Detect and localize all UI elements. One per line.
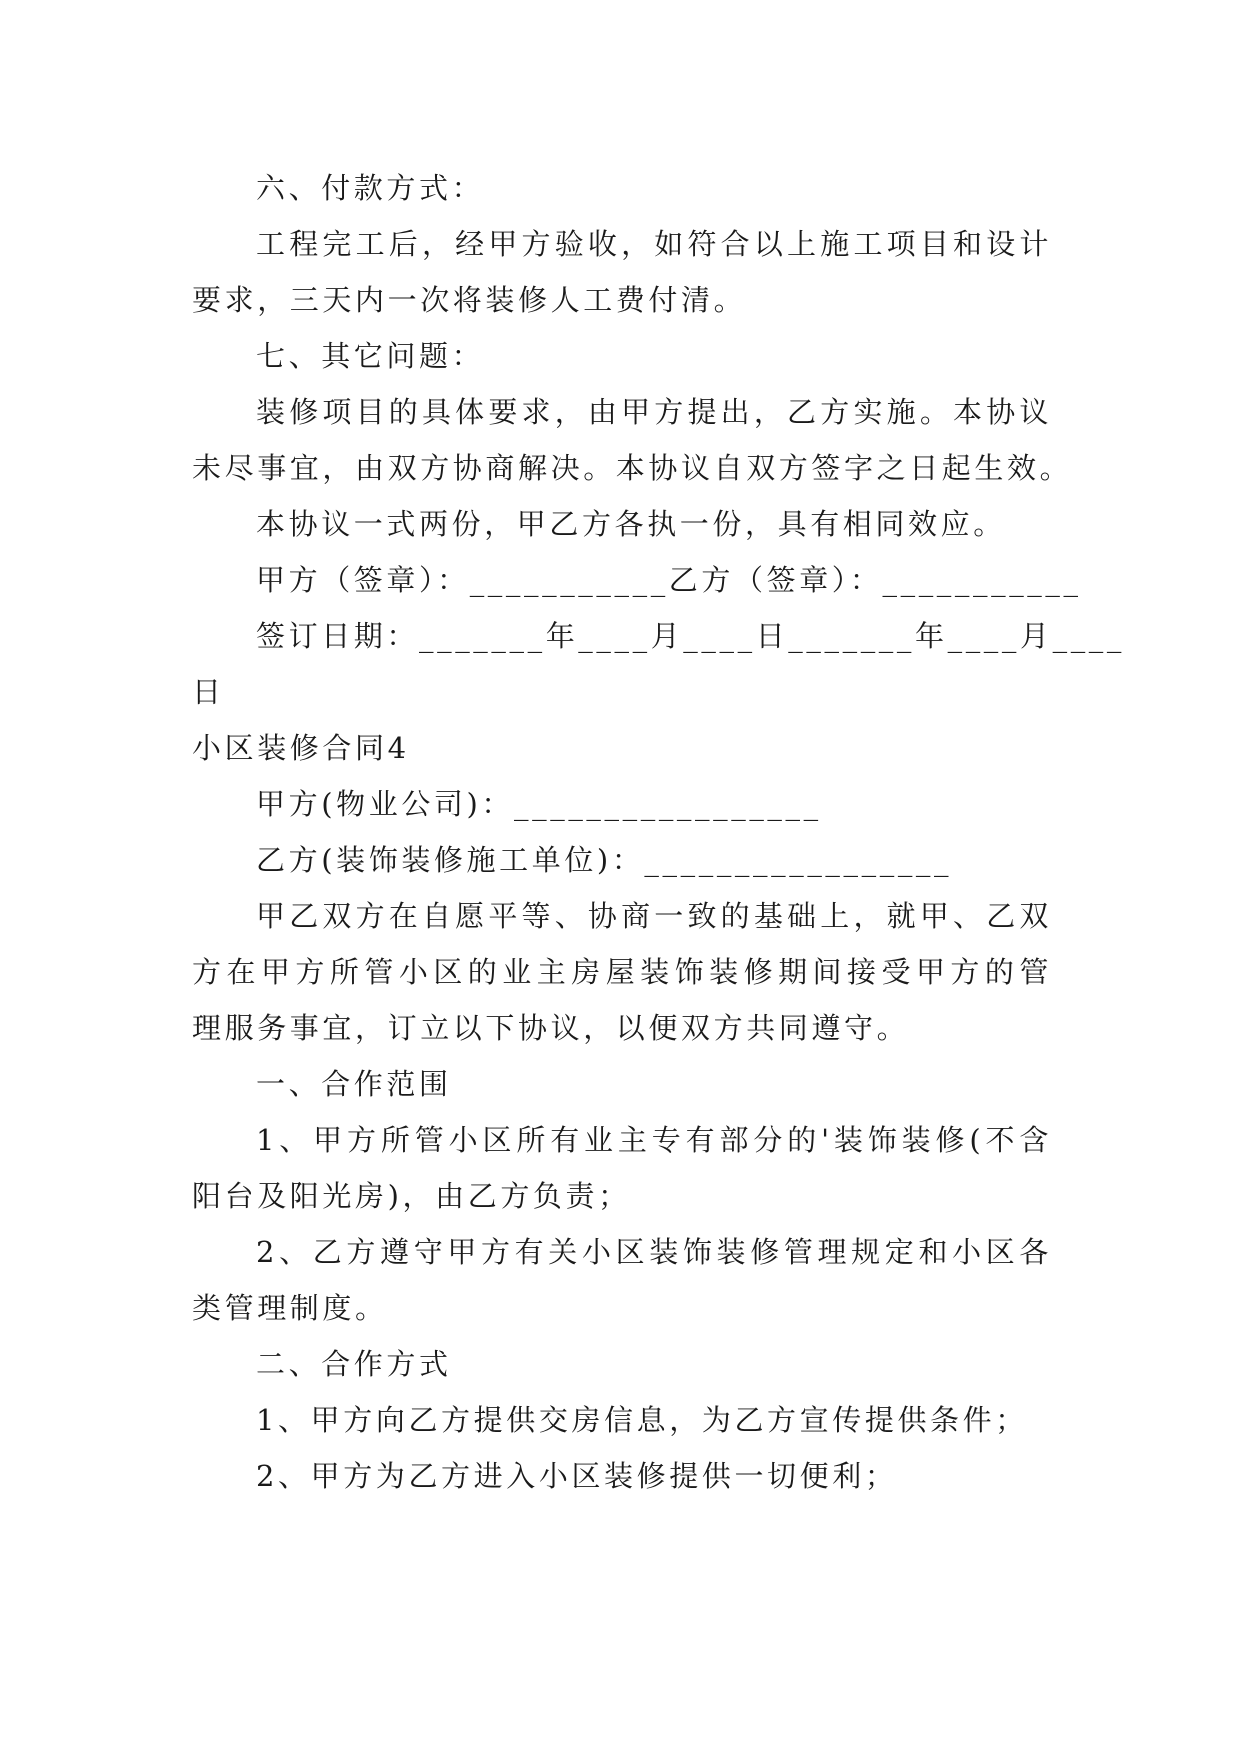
party-b-line: 乙方(装饰装修施工单位)：_________________: [256, 843, 953, 877]
paragraph-line: 类管理制度。: [192, 1291, 388, 1325]
paragraph-line: 阳台及阳光房)，由乙方负责；: [192, 1179, 631, 1213]
paragraph-line: 2、乙方遵守甲方有关小区装饰装修管理规定和小区各: [256, 1235, 1052, 1269]
paragraph-line: 日: [192, 675, 225, 709]
paragraph-line: 方在甲方所管小区的业主房屋装饰装修期间接受甲方的管: [192, 955, 1052, 989]
paragraph-line: 工程完工后，经甲方验收，如符合以上施工项目和设计: [256, 227, 1052, 261]
paragraph-line: 2、甲方为乙方进入小区装修提供一切便利；: [256, 1459, 898, 1493]
section-heading-payment: 六、付款方式：: [256, 171, 485, 205]
paragraph-line: 甲乙双方在自愿平等、协商一致的基础上，就甲、乙双: [256, 899, 1052, 933]
paragraph-line: 未尽事宜，由双方协商解决。本协议自双方签字之日起生效。: [192, 451, 1073, 485]
section-heading-method: 二、合作方式: [256, 1347, 452, 1381]
signing-date-line: 签订日期：_______年____月____日_______年____月____: [256, 619, 1126, 653]
contract-title: 小区装修合同4: [192, 731, 410, 765]
signature-line: 甲方（签章）：___________乙方（签章）：___________: [256, 563, 1082, 597]
section-heading-scope: 一、合作范围: [256, 1067, 452, 1101]
section-heading-other: 七、其它问题：: [256, 339, 485, 373]
paragraph-line: 装修项目的具体要求，由甲方提出，乙方实施。本协议: [256, 395, 1052, 429]
party-a-line: 甲方(物业公司)：_________________: [256, 787, 822, 821]
paragraph-line: 理服务事宜，订立以下协议，以便双方共同遵守。: [192, 1011, 910, 1045]
paragraph-line: 1、甲方所管小区所有业主专有部分的'装饰装修(不含: [256, 1123, 1052, 1157]
paragraph-line: 要求，三天内一次将装修人工费付清。: [192, 283, 747, 317]
paragraph-line: 本协议一式两份，甲乙方各执一份，具有相同效应。: [256, 507, 1006, 541]
paragraph-line: 1、甲方向乙方提供交房信息，为乙方宣传提供条件；: [256, 1403, 1028, 1437]
